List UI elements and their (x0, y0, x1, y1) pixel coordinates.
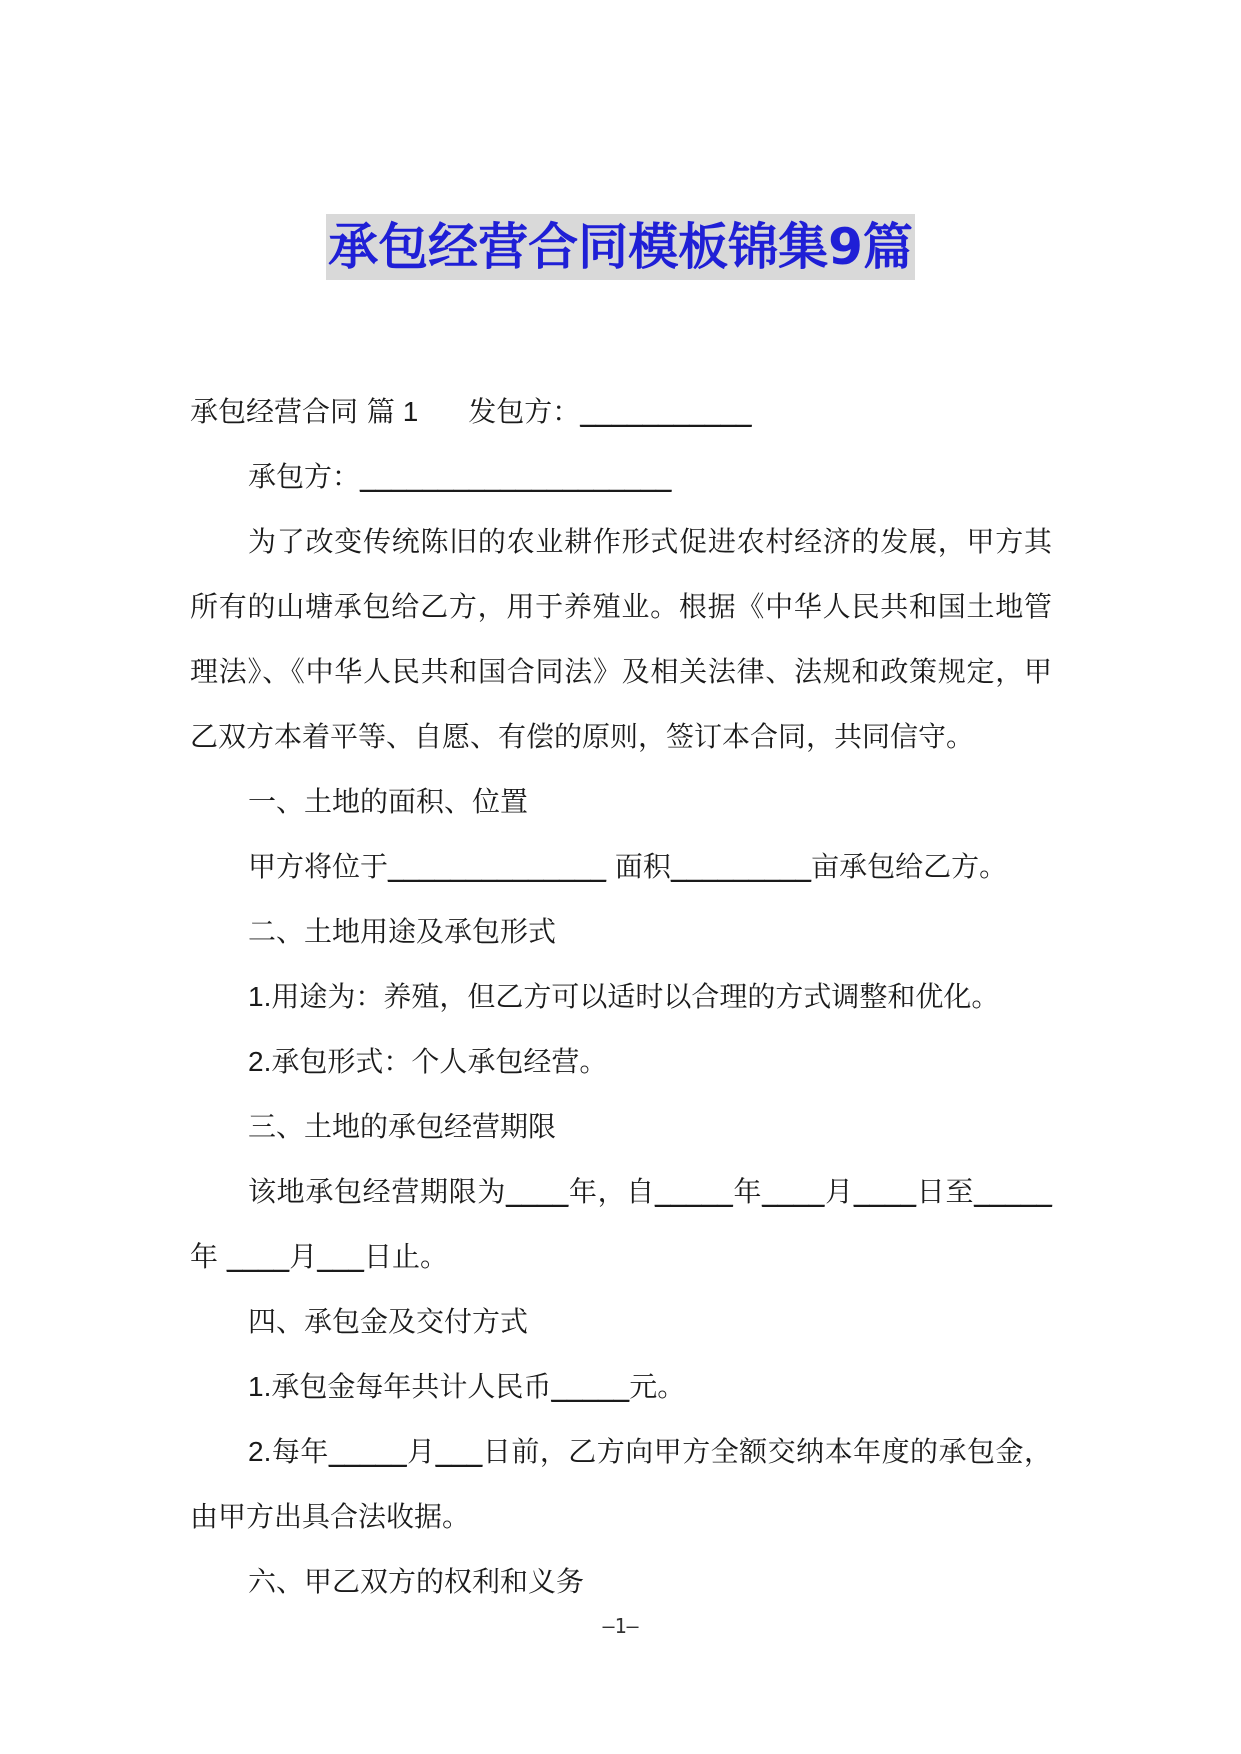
section-one-line (190, 834, 1052, 899)
intro-paragraph: 为了改变传统陈旧的农业耕作形式促进农村经济的发展，甲方其所有的山塘承包给乙方，用于养殖业。根据《中华人民共和国土地管理法》、《中华人民共和国合同法》及相关法律、法规和政策规定，甲乙双方本着平等、自愿、有偿的原则，签订本合同，共同信守。 (190, 525, 1052, 753)
end-year-blank: _____ (974, 1176, 1052, 1207)
text-segment: 日前，乙方向甲方全额交纳本年度的承包金，由甲方出具合法收据。 (190, 1435, 1052, 1533)
section-header-line (190, 379, 1052, 444)
section-four-title: 四、承包金及交付方式 (248, 1305, 529, 1338)
start-year-blank: _____ (654, 1176, 733, 1207)
section-three-line (190, 1159, 1052, 1289)
item-number: 2. (248, 1046, 272, 1077)
item-number: 1. (248, 981, 272, 1012)
pay-day-blank: ___ (435, 1436, 483, 1467)
section-four-item-1 (190, 1354, 1052, 1419)
section-number: 篇 1 (366, 396, 419, 427)
text-segment: 日至 (916, 1175, 975, 1208)
text-segment: 元。 (629, 1370, 686, 1403)
end-day-blank: ___ (317, 1241, 364, 1272)
section-two-item-1 (190, 964, 1052, 1029)
location-blank: ______________ (388, 851, 607, 882)
rent-blank: _____ (551, 1371, 630, 1402)
fabao-label: 发包方： (468, 395, 581, 428)
text-segment: 年 (190, 1240, 219, 1273)
pay-month-blank: _____ (328, 1436, 407, 1467)
text-segment: 亩承包给乙方。 (811, 850, 1008, 883)
text-segment: 月 (406, 1435, 436, 1468)
start-month-blank: ____ (762, 1176, 825, 1207)
section-four-item-2 (190, 1419, 1052, 1549)
section-heading: 承包经营合同 (190, 395, 359, 428)
text-segment: 年 (732, 1175, 763, 1208)
section-one-title: 一、土地的面积、位置 (248, 785, 529, 818)
document-title: 承包经营合同模板锦集9篇 (326, 214, 915, 280)
section-two-title: 二、土地用途及承包形式 (248, 915, 557, 948)
chengbao-label: 承包方： (248, 460, 361, 493)
page-number: —1— (602, 1614, 639, 1638)
section-two-item-2 (190, 1029, 1052, 1094)
start-day-blank: ____ (853, 1176, 917, 1207)
text-segment: 面积 (606, 850, 671, 883)
text-segment: 月 (824, 1175, 854, 1208)
item-number: 1. (248, 1371, 272, 1402)
text-segment: 该地承包经营期限为 (248, 1175, 506, 1208)
fabao-blank: ___________ (580, 396, 752, 427)
section-three-title: 三、土地的承包经营期限 (248, 1110, 557, 1143)
section-six-title: 六、甲乙双方的权利和义务 (248, 1565, 585, 1598)
title-container (0, 214, 1241, 280)
text-segment: 月 (289, 1240, 318, 1273)
item-text: 用途为：养殖，但乙方可以适时以合理的方式调整和优化。 (271, 980, 1000, 1013)
term-years-blank: ____ (505, 1176, 569, 1207)
chengbao-line (190, 444, 1052, 509)
text-segment: 年，自 (568, 1175, 655, 1208)
item-number: 2. (248, 1436, 272, 1467)
chengbao-blank: ____________________ (360, 461, 672, 492)
document-body (190, 379, 1052, 1614)
item-text: 承包形式：个人承包经营。 (271, 1045, 608, 1078)
text-segment: 日止。 (363, 1240, 448, 1273)
text-segment: 每年 (271, 1435, 329, 1468)
area-blank: _________ (670, 851, 812, 882)
text-segment: 甲方将位于 (248, 850, 389, 883)
end-month-blank: ____ (226, 1241, 290, 1272)
text-segment: 承包金每年共计人民币 (271, 1370, 552, 1403)
